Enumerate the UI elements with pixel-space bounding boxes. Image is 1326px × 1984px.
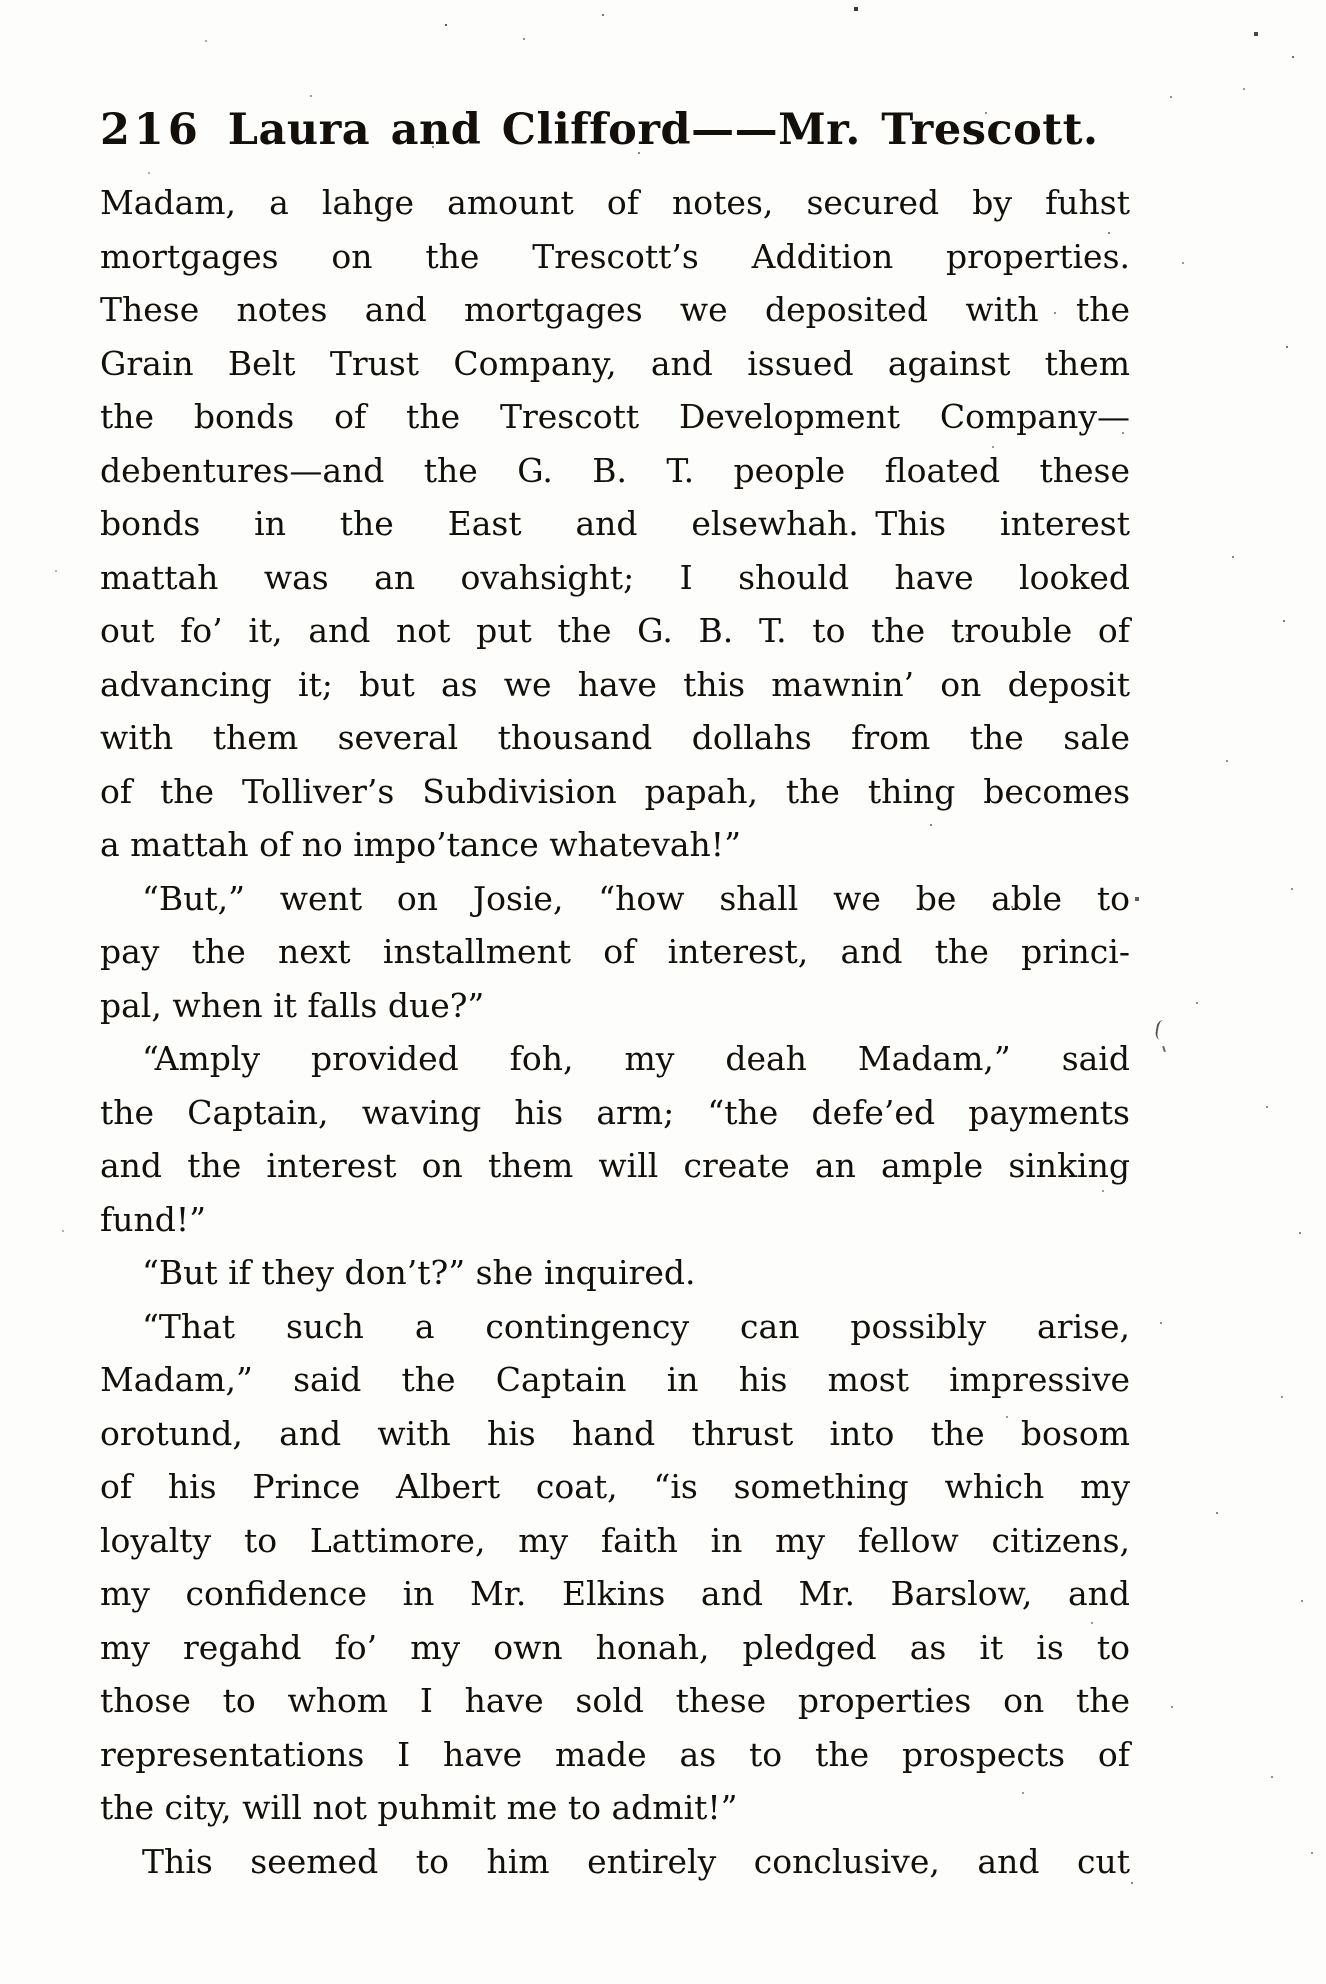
- text-line: advancing it; but as we have this mawnin’ on deposit: [100, 664, 1130, 704]
- text-line: out fo’ it, and not put the G. B. T. to the trouble of: [100, 611, 1130, 650]
- text-line: Madam, a lahge amount of notes, secured by fuhst: [100, 183, 1130, 222]
- page-number: 216: [100, 105, 202, 155]
- text-line: “But if they don’t?” she inquired.: [142, 1253, 696, 1292]
- text-line: This seemed to him entirely conclusive, and cut: [142, 1841, 1130, 1881]
- scan-noise-specks: [0, 0, 2, 2]
- text-line: mortgages on the Trescott’s Addition properties.: [100, 236, 1130, 276]
- text-line: pal, when it falls due?”: [100, 985, 485, 1025]
- text-line: “That such a contingency can possibly arise,: [142, 1306, 1130, 1346]
- text-line: fund!”: [100, 1199, 206, 1239]
- page-header: [100, 104, 1140, 158]
- text-line: pay the next installment of interest, and the princi-: [100, 932, 1130, 971]
- text-line: with them several thousand dollahs from the sale: [100, 718, 1130, 757]
- text-line: and the interest on them will create an ample sinking: [100, 1146, 1130, 1185]
- text-line: a mattah of no impo’tance whatevah!”: [100, 825, 741, 864]
- text-line: These notes and mortgages we deposited with the: [100, 290, 1130, 329]
- text-line: my confidence in Mr. Elkins and Mr. Barslow, and: [100, 1574, 1130, 1613]
- text-line: representations I have made as to the prospects of: [100, 1734, 1130, 1774]
- text-line: “Amply provided foh, my deah Madam,” said: [142, 1039, 1130, 1078]
- text-line: Grain Belt Trust Company, and issued against them: [100, 343, 1130, 383]
- text-line: Madam,” said the Captain in his most impressive: [100, 1360, 1130, 1399]
- text-line: bonds in the East and elsewhah. This interest: [100, 504, 1130, 543]
- text-line: of his Prince Albert coat, “is something which my: [100, 1467, 1130, 1506]
- text-line: those to whom I have sold these properties on the: [100, 1681, 1130, 1720]
- text-line: loyalty to Lattimore, my faith in my fellow citizens,: [100, 1520, 1130, 1560]
- scan-artifact-tick: [1162, 1046, 1166, 1052]
- text-line: my regahd fo’ my own honah, pledged as it is to: [100, 1627, 1130, 1667]
- body-text: [100, 176, 1130, 1888]
- text-line: of the Tolliver’s Subdivision papah, the thing becomes: [100, 771, 1130, 811]
- scan-artifact-mark: [1154, 1019, 1168, 1041]
- text-line: the city, will not puhmit me to admit!”: [100, 1788, 738, 1827]
- text-line: the bonds of the Trescott Development Company—: [100, 397, 1130, 436]
- text-line: “But,” went on Josie, “how shall we be able to: [142, 878, 1130, 918]
- text-line: debentures—and the G. B. T. people floated these: [100, 450, 1130, 490]
- running-title: Laura and Clifford——Mr. Trescott.: [227, 105, 1099, 155]
- text-line: orotund, and with his hand thrust into the bosom: [100, 1413, 1130, 1453]
- text-line: the Captain, waving his arm; “the defe’ed payments: [100, 1092, 1130, 1132]
- text-line: mattah was an ovahsight; I should have looked: [100, 557, 1130, 597]
